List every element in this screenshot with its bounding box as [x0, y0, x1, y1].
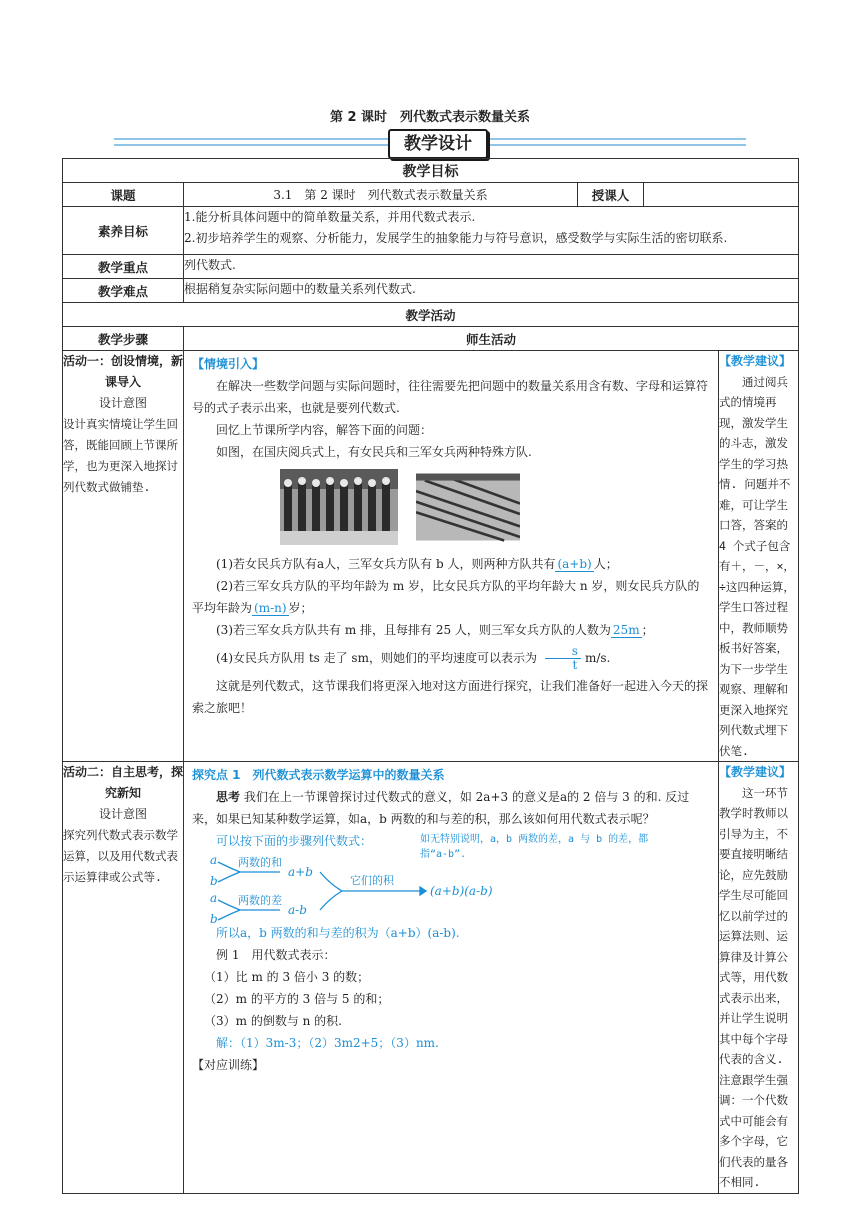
q2-text: (2)若三军女兵方队的平均年龄为 m 岁，比女民兵方队的平均年龄大 n 岁，则女民兵方队的平均年龄为 [192, 579, 700, 615]
activity1-left [63, 351, 184, 762]
diagram-b2: b [210, 912, 218, 924]
activity2-advice-tag: 【教学建议】 [719, 765, 792, 779]
note-text: 如无特别说明，a，b 两数的差，a 与 b 的差，都指“a-b”. [420, 834, 649, 860]
militia-parade-photo [280, 469, 398, 545]
diagram-prod-expr: (a+b)(a-b) [430, 884, 493, 898]
literacy-label: 素养目标 [63, 207, 184, 255]
example-item-2: （2）m 的平方的 3 倍与 5 的和； [204, 992, 390, 1006]
example-title: 例 1 用代数式表示： [216, 948, 336, 962]
diagram-b1: b [210, 874, 218, 888]
q1-answer: (a+b) [557, 557, 592, 571]
diagram-prod-label: 它们的积 [350, 874, 394, 887]
activity1-q2 [192, 575, 710, 619]
activity1-intent-label: 设计意图 [98, 396, 147, 410]
q3-text: (3)若三军女兵方队共有 m 排，且每排有 25 人，则三军女兵方队的人数为 [216, 623, 611, 637]
key-value: 列代数式. [184, 255, 799, 279]
q4-text: (4)女民兵方队用 ts 走了 sm，则她们的平均速度可以表示为 [216, 651, 537, 665]
activity2-body [184, 762, 719, 1194]
activity1-q3 [192, 619, 710, 641]
activity2-intent-text: 探究列代数式表示数学运算，以及用代数式表示运算律或公式等. [63, 828, 178, 884]
activity1-body [184, 351, 719, 762]
key-label: 教学重点 [63, 255, 184, 279]
q2-unit: 岁； [288, 601, 313, 615]
activity2-title: 活动二：自主思考，探究新知 [63, 765, 184, 800]
step-diagram-area [192, 830, 710, 922]
diagram-diff-label: 两数的差 [238, 894, 282, 907]
activity1-p3: 如图，在国庆阅兵式上，有女民兵和三军女兵两种特殊方队. [216, 445, 532, 459]
think-paragraph [192, 786, 710, 830]
activity1-q4 [192, 641, 710, 675]
activity2-advice [719, 762, 799, 1194]
page-title: 第 2 课时 列代数式表示数量关系 [329, 110, 531, 125]
diagram-sum-label: 两数的和 [238, 856, 282, 869]
q4-denominator: t [572, 658, 578, 672]
q3-answer: 25m [612, 623, 640, 637]
activity1-advice-tag: 【教学建议】 [719, 354, 792, 368]
q3-unit: ； [641, 623, 654, 637]
difficulty-value: 根据稍复杂实际问题中的数量关系列代数式. [184, 279, 799, 303]
activity1-advice [719, 351, 799, 762]
q4-answer-fraction [545, 645, 581, 672]
activity1-q1 [192, 553, 710, 575]
think-label: 思考 [216, 790, 241, 804]
army-women-parade-photo [416, 469, 520, 545]
teacher-value [644, 183, 799, 207]
difficulty-label: 教学难点 [63, 279, 184, 303]
literacy-item-2: 2.初步培养学生的观察、分析能力，发展学生的抽象能力与符号意识，感受数学与实际生活的密切联系. [184, 231, 728, 245]
practice-tag: 【对应训练】 [192, 1058, 265, 1072]
activities-heading: 教学活动 [63, 303, 799, 327]
think-text: 我们在上一节课曾探讨过代数式的意义，如 2a+3 的意义是a的 2 倍与 3 的和. 反过来，如果已知某种数学运算，如a，b 两数的和与差的积，那么该如何用代数式表示呢？ [192, 790, 690, 826]
steps-label: 教学步骤 [63, 327, 184, 351]
activity1-p2: 回忆上节课所学内容，解答下面的问题： [216, 423, 433, 437]
q1-text: (1)若女民兵方队有a人，三军女兵方队有 b 人，则两种方队共有 [216, 557, 556, 571]
solution: 解：（1）3m-3；（2）3m2+5；（3）nm. [216, 1036, 439, 1050]
teacher-label: 授课人 [578, 183, 644, 207]
diagram-a1: a [210, 854, 218, 867]
activity1-p1: 在解决一些数学问题与实际问题时，往往需要先把问题中的数量关系用含有数、字母和运算符号的式子表示出来，也就是要列代数式. [192, 379, 709, 415]
activity1-title: 活动一：创设情境，新课导入 [63, 354, 184, 389]
course-label: 课题 [63, 183, 184, 207]
section-banner [114, 129, 746, 157]
q4-unit: m/s. [584, 651, 611, 665]
activity1-intent-text: 设计真实情境让学生回答，既能回顾上节课所学，也为更深入地探讨列代数式做铺垫. [63, 417, 178, 494]
activity1-section-tag: 【情境引入】 [192, 357, 265, 371]
activity2-left [63, 762, 184, 1194]
course-value: 3.1 第 2 课时 列代数式表示数量关系 [184, 183, 578, 207]
interaction-label: 师生活动 [184, 327, 799, 351]
activity2-intent-label: 设计意图 [98, 807, 147, 821]
example-item-3: （3）m 的倒数与 n 的积. [204, 1014, 343, 1028]
q2-answer: (m-n) [254, 601, 287, 615]
steps-line: 可以按下面的步骤列代数式： [216, 834, 373, 848]
parade-photos [192, 463, 710, 553]
literacy-item-1: 1.能分析具体问题中的简单数量关系，并用代数式表示. [184, 210, 476, 224]
lesson-plan-table [62, 158, 799, 1194]
diagram-a2: a [210, 891, 218, 905]
activity2-advice-text: 这一环节教学时教师以引导为主，不要直接明晰结论，应先鼓励学生尽可能回忆以前学过的运算法则、运算律及计算公式等，用代数式表示出来，并让学生说明其中每个字母代表的含义. 注意跟学生强调：一个代数式中可能会有多个字母，它们代表的量各不相同. [719, 785, 788, 1189]
q1-unit: 人； [593, 557, 618, 571]
point-heading: 探究点 1 列代数式表示数学运算中的数量关系 [192, 768, 445, 782]
goals-heading: 教学目标 [63, 159, 799, 183]
conclusion: 所以a，b 两数的和与差的积为（a+b）(a-b). [216, 926, 460, 940]
q4-numerator: s [545, 645, 581, 659]
step-diagram [210, 854, 510, 924]
banner-label: 教学设计 [388, 129, 488, 159]
activity1-closing: 这就是列代数式，这节课我们将更深入地对这方面进行探究，让我们准备好一起进入今天的探索之旅吧！ [192, 679, 709, 715]
diagram-diff-expr: a-b [288, 903, 307, 917]
literacy-goals [184, 207, 799, 255]
example-item-1: （1）比 m 的 3 倍小 3 的数； [204, 970, 370, 984]
activity1-advice-text: 通过阅兵式的情境再现，激发学生的斗志，激发学生的学习热情. 问题并不难，可让学生口答，答案的 4 个式子包含有＋，－，×，÷这四种运算，学生口答过程中，教师顺势板书好答案，为下一步学生观察、理解和更深入地探究列代数式埋下伏笔. [719, 374, 795, 758]
diagram-sum-expr: a+b [288, 865, 313, 879]
